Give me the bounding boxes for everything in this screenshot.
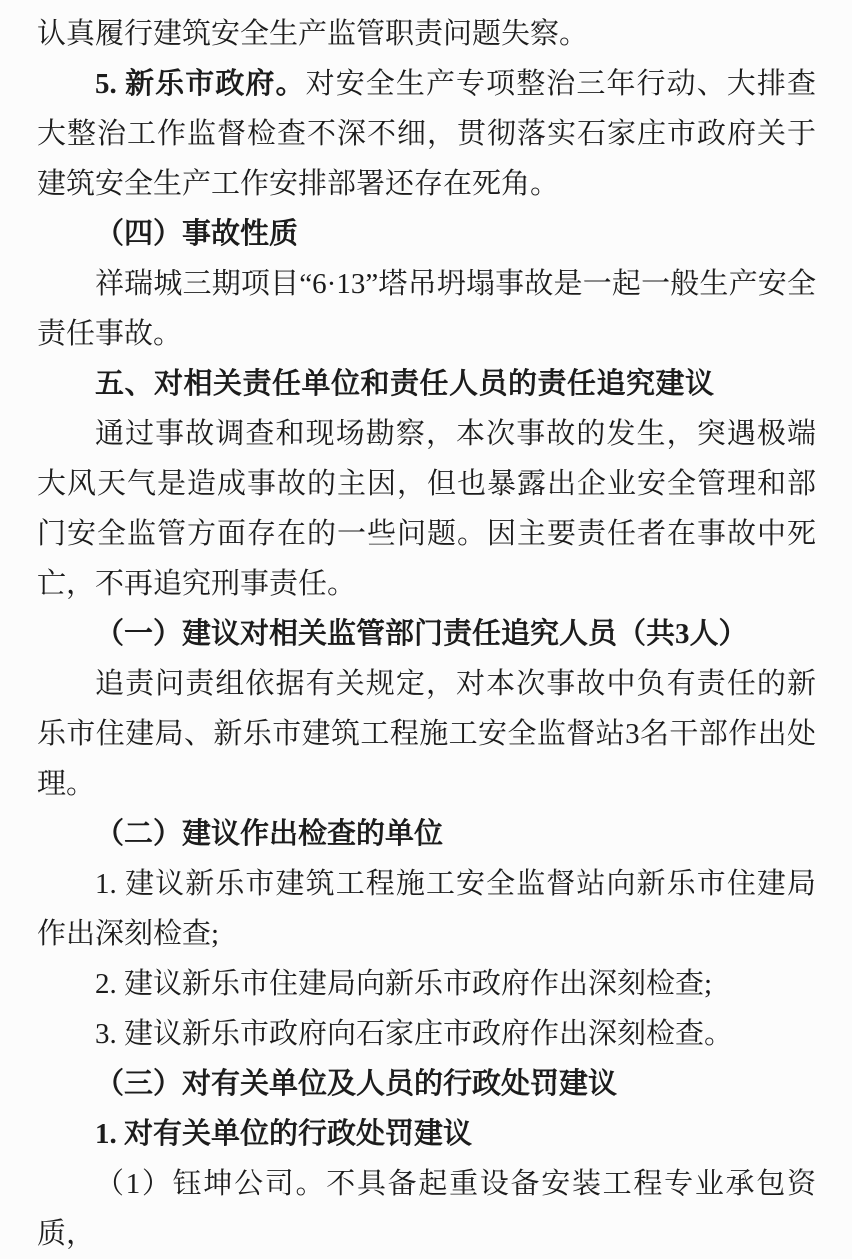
- heading-text: （二）建议作出检查的单位: [95, 818, 444, 850]
- paragraph-text: 祥瑞城三期项目“6·13”塔吊坍塌事故是一起一般生产安全责任事故。: [37, 268, 816, 350]
- body-paragraph-item5: [37, 59, 816, 209]
- section-heading-administrative-penalties: [37, 1059, 816, 1109]
- body-paragraph-continuation: [37, 9, 816, 59]
- paragraph-text: 2. 建议新乐市住建局向新乐市政府作出深刻检查;: [95, 968, 713, 1000]
- chapter-heading-accountability: [37, 359, 816, 409]
- paragraph-text: 3. 建议新乐市政府向石家庄市政府作出深刻检查。: [95, 1018, 734, 1050]
- list-item-inspection-2: [37, 959, 816, 1009]
- paragraph-text: 通过事故调查和现场勘察，本次事故的发生，突遇极端大风天气是造成事故的主因，但也暴露出企业安全管理和部门安全监管方面存在的一些问题。因主要责任者在事故中死亡，不再追究刑事责任。: [37, 418, 816, 600]
- heading-text: 1. 对有关单位的行政处罚建议: [95, 1118, 473, 1150]
- body-paragraph-accident-nature: [37, 259, 816, 359]
- heading-text: 五、对相关责任单位和责任人员的责任追究建议: [95, 368, 715, 400]
- paragraph-text: 认真履行建筑安全生产监管职责问题失察。: [37, 18, 589, 50]
- paragraph-text: （1）钰坤公司。不具备起重设备安装工程专业承包资质，: [37, 1168, 816, 1250]
- section-heading-accident-nature: [37, 209, 816, 259]
- body-paragraph-yukun-company: [37, 1159, 816, 1259]
- list-item-inspection-1: [37, 859, 816, 959]
- section-heading-personnel-accountability: [37, 609, 816, 659]
- paragraph-text: 追责问责组依据有关规定，对本次事故中负有责任的新乐市住建局、新乐市建筑工程施工安全监督站3名干部作出处理。: [37, 668, 816, 800]
- heading-text: （一）建议对相关监管部门责任追究人员（共3人）: [95, 618, 748, 650]
- body-paragraph-investigation-summary: [37, 409, 816, 609]
- subsection-heading-unit-penalties: [37, 1109, 816, 1159]
- paragraph-text: 对安全生产专项整治三年行动、大排查大整治工作监督检查不深不细，贯彻落实石家庄市政府关于建筑安全生产工作安排部署还存在死角。: [37, 68, 816, 200]
- paragraph-text: 1. 建议新乐市建筑工程施工安全监督站向新乐市住建局作出深刻检查;: [37, 868, 816, 950]
- paragraph-bold-lead: 5. 新乐市政府。: [95, 68, 306, 100]
- body-paragraph-personnel-handling: [37, 659, 816, 809]
- list-item-inspection-3: [37, 1009, 816, 1059]
- section-heading-units-self-inspection: [37, 809, 816, 859]
- heading-text: （四）事故性质: [95, 218, 299, 250]
- heading-text: （三）对有关单位及人员的行政处罚建议: [95, 1068, 618, 1100]
